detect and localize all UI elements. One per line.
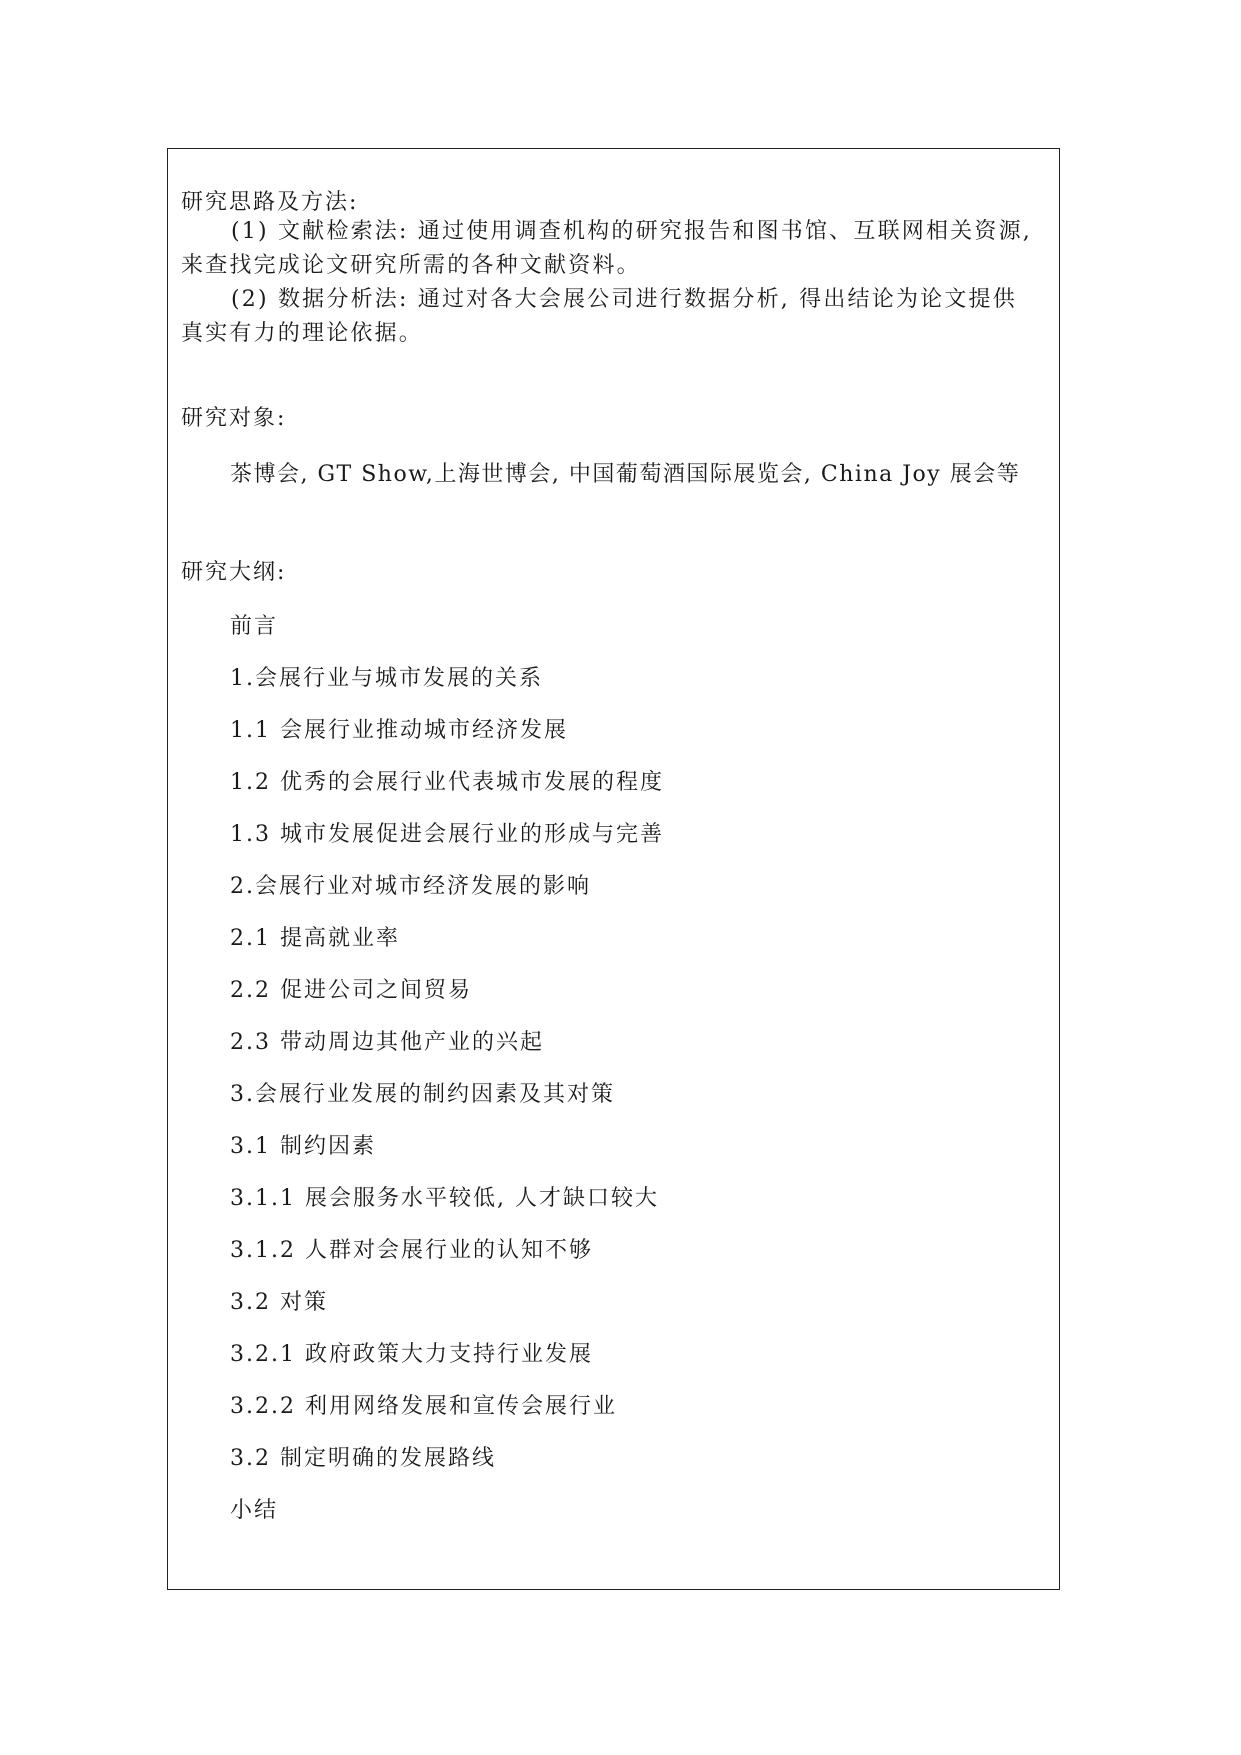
outline-item: 1.1 会展行业推动城市经济发展 <box>230 718 568 743</box>
outline-item: 小结 <box>230 1498 279 1523</box>
method-item-2-text-cont: 真实有力的理论依据。 <box>181 321 424 346</box>
outline-item: 2.2 促进公司之间贸易 <box>230 978 472 1003</box>
methods-heading: 研究思路及方法: <box>181 190 359 215</box>
outline-item: 3.2 对策 <box>230 1290 328 1315</box>
outline-item: 3.1 制约因素 <box>230 1134 376 1159</box>
outline-item: 前言 <box>230 614 279 639</box>
outline-item: 3.1.2 人群对会展行业的认知不够 <box>230 1238 593 1263</box>
method-item-1 <box>181 215 1051 283</box>
outline-list <box>230 601 664 1537</box>
method-item-2-number: (2) <box>231 287 269 312</box>
outline-heading: 研究大纲: <box>181 560 287 585</box>
method-item-2-text: 数据分析法: 通过对各大会展公司进行数据分析, 得出结论为论文提供 <box>277 287 1017 312</box>
subjects-text: 茶博会, GT Show,上海世博会, 中国葡萄酒国际展览会, China Joy 展会等 <box>230 462 1021 487</box>
method-item-1-text-cont: 来查找完成论文研究所需的各种文献资料。 <box>181 253 641 278</box>
method-item-1-number: (1) <box>231 219 269 244</box>
outline-item: 2.1 提高就业率 <box>230 926 400 951</box>
outline-item: 1.会展行业与城市发展的关系 <box>230 666 543 691</box>
method-item-1-text: 文献检索法: 通过使用调查机构的研究报告和图书馆、互联网相关资源, <box>277 219 1032 244</box>
outline-item: 3.2 制定明确的发展路线 <box>230 1446 496 1471</box>
method-item-2 <box>181 283 1051 351</box>
outline-item: 3.1.1 展会服务水平较低, 人才缺口较大 <box>230 1186 659 1211</box>
outline-item: 1.2 优秀的会展行业代表城市发展的程度 <box>230 770 664 795</box>
outline-item: 3.2.1 政府政策大力支持行业发展 <box>230 1342 593 1367</box>
proposal-table-frame <box>167 148 1060 1590</box>
outline-item: 3.会展行业发展的制约因素及其对策 <box>230 1082 615 1107</box>
outline-item: 3.2.2 利用网络发展和宣传会展行业 <box>230 1394 617 1419</box>
subjects-heading: 研究对象: <box>181 406 287 431</box>
outline-item: 1.3 城市发展促进会展行业的形成与完善 <box>230 822 664 847</box>
outline-item: 2.会展行业对城市经济发展的影响 <box>230 874 591 899</box>
outline-item: 2.3 带动周边其他产业的兴起 <box>230 1030 544 1055</box>
